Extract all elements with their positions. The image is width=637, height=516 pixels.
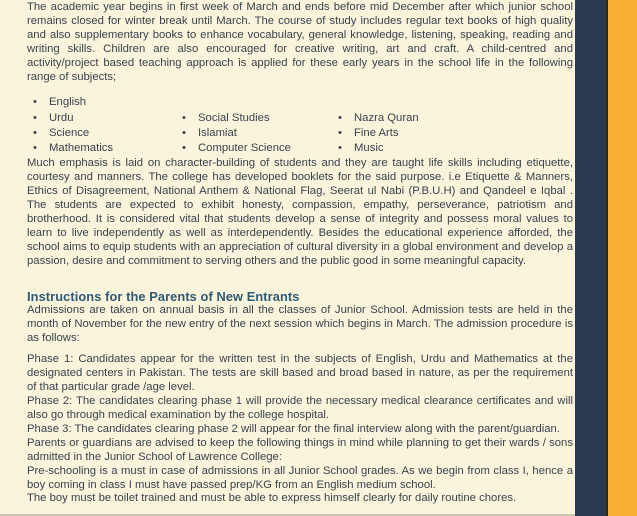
phase-3-label: Phase 3: — [27, 422, 75, 435]
subjects-column-2 — [182, 111, 291, 157]
phase-1-label: Phase 1: — [27, 353, 79, 366]
intro-paragraph: The academic year begins in first week of March and ends before mid December after which junior school remains closed for winter break until March. The course of study includes regular text books of high quality and also supplementary books to enhance vocabulary, general knowledge, listening, speaking, reading and writing skills. Children are also encouraged for creative writing, art and craft. A child-centred and activity/project based teaching approach is applied for these early years in the school life in the following range of subjects; — [27, 1, 573, 83]
page-content — [27, 1, 573, 506]
section-heading-new-entrants: Instructions for the Parents of New Entrants — [27, 288, 300, 304]
phase-3-paragraph — [27, 423, 573, 437]
subjects-list — [27, 95, 573, 157]
phase-2-paragraph — [27, 395, 573, 423]
preschooling-paragraph: Pre-schooling is a must in case of admissions in all Junior School grades. As we begin from class I, hence a boy coming in class I must have passed prep/KG from an English medium school. — [27, 464, 573, 491]
toilet-trained-paragraph: The boy must be toilet trained and must be able to express himself clearly for daily routine chores. — [27, 492, 517, 505]
phase-3-text: The candidates clearing phase 2 will appear for the final interview along with the parent/guardian. — [74, 422, 560, 435]
navy-side-band — [575, 0, 606, 516]
list-item: • Computer Science — [182, 141, 291, 156]
list-item: • Social Studies — [182, 111, 291, 126]
list-item: • Nazra Quran — [338, 111, 419, 126]
phase-1-text: Candidates appear for the written test in the subjects of English, Urdu and Mathematics at the designated centers in Pakistan. The tests are skill based and broad based in nature, as per the requirement of that particular grade /age level. — [27, 353, 573, 394]
admission-phases — [27, 353, 573, 436]
list-item: • Fine Arts — [338, 126, 419, 141]
list-item: • Urdu — [33, 111, 113, 126]
parents-advice-paragraph: Parents or guardians are advised to keep the following things in mind while planning to get their wards / sons admitted in the Junior School of Lawrence College: — [27, 436, 573, 463]
list-item: • English — [33, 95, 113, 110]
list-item: • Music — [338, 141, 419, 156]
orange-side-band — [608, 0, 637, 516]
subjects-column-1 — [33, 95, 113, 156]
admissions-paragraph: Admissions are taken on annual basis in all the classes of Junior School. Admission tests are held in the month of November for the new entry of the next session which begins in March. The admission procedure is as follows: — [27, 303, 573, 344]
character-building-paragraph: Much emphasis is laid on character-building of students and they are taught life skills including etiquette, courtesy and manners. The college has developed booklets for the said purpose. i.e Etiquette & Manners, Ethics of Disagreement, National Anthem & National Flag, Seerat ul Nabi (P.B.U.H) and Qandeel e Iqbal . The students are expected to exhibit honesty, compassion, empathy, perseverance, patriotism and brotherhood. It is considered vital that students develop a sense of integrity and possess moral values to learn to live independently as well as interdependently. Besides the educational experience afforded, the school aims to equip students with an appreciation of cultural diversity in a global environment and develop a passion, desire and commitment to serving others and the public good in some meaningful capacity. — [27, 157, 573, 267]
list-item: • Mathematics — [33, 141, 113, 156]
phase-2-label: Phase 2: — [27, 395, 76, 408]
list-item: • Islamiat — [182, 126, 291, 141]
phase-1-paragraph — [27, 353, 573, 395]
list-item: • Science — [33, 126, 113, 141]
subjects-column-3 — [338, 111, 419, 157]
phase-2-text: The candidates clearing phase 1 will provide the necessary medical clearance certificates and will also go through medical examination by the college hospital. — [27, 395, 573, 422]
